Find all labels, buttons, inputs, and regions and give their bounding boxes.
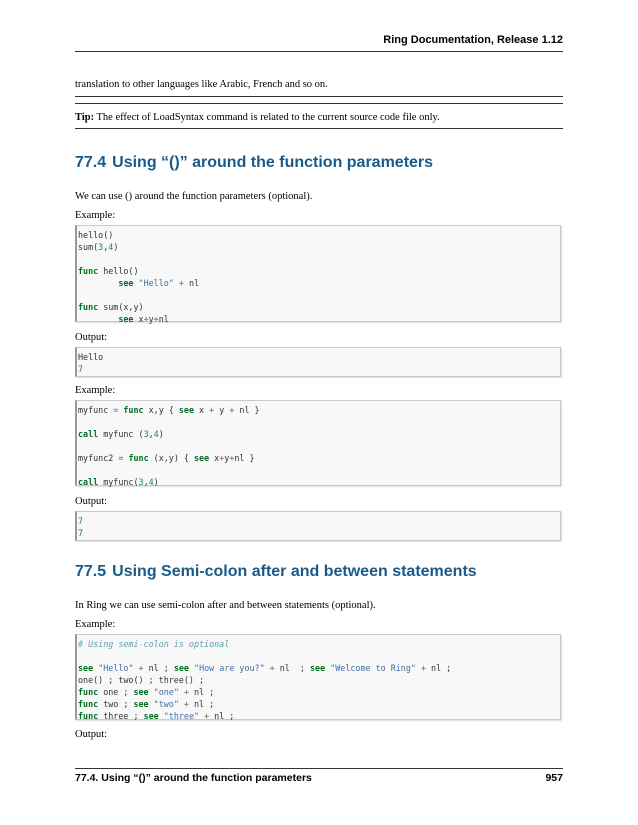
code-token: call (78, 429, 99, 439)
code-token: + (138, 663, 144, 673)
code-line (77, 674, 560, 686)
code-token: see (178, 405, 194, 415)
code-token: 4 (148, 477, 154, 487)
footer-section-ref: 77.4. Using “()” around the function parameters (75, 772, 312, 784)
code-block-example-1 (75, 225, 561, 322)
code-token: , (143, 477, 149, 487)
code-token: "one" (153, 687, 179, 697)
section-heading-77-4 (75, 154, 439, 172)
code-token: myfunc( (98, 477, 139, 487)
code-token: func (78, 687, 99, 697)
code-line (77, 241, 560, 253)
code-token: see (133, 687, 149, 697)
code-token: hello() (98, 266, 139, 276)
code-token: x (194, 405, 210, 415)
code-token: func (78, 699, 99, 709)
code-token: + (219, 453, 225, 463)
code-line (77, 301, 560, 313)
code-block-output-2 (75, 511, 561, 541)
code-line (77, 452, 560, 464)
code-token: x,y { (143, 405, 179, 415)
code-token: 3 (138, 477, 144, 487)
code-token: 7 (78, 528, 84, 538)
example-label: Example: (75, 385, 116, 396)
code-token: nl ; (209, 711, 235, 721)
code-token: nl ; (188, 687, 215, 697)
code-token: "three" (163, 711, 200, 721)
code-token: # Using semi-colon is optional (78, 639, 230, 649)
code-block-example-3 (75, 634, 561, 720)
header-rule (75, 51, 563, 52)
code-token: x (209, 453, 220, 463)
code-token: see (118, 278, 134, 288)
code-token: "How are you?" (194, 663, 265, 673)
section-paragraph: In Ring we can use semi-colon after and between statements (optional). (75, 600, 376, 611)
code-token: see (133, 699, 149, 709)
tip-top-rule-inner (75, 103, 563, 104)
page-number: 957 (545, 772, 563, 784)
code-token: see (78, 663, 94, 673)
code-line (77, 404, 560, 416)
code-token: ) (158, 429, 164, 439)
code-line (77, 515, 560, 527)
code-token: myfunc2 (78, 453, 119, 463)
code-token: see (118, 314, 134, 324)
code-token: x (133, 314, 144, 324)
code-token: Hello (78, 352, 104, 362)
code-line (77, 662, 560, 674)
code-token: nl ; (426, 663, 452, 673)
code-token: nl (183, 278, 200, 288)
code-token: 3 (98, 242, 104, 252)
code-token: + (178, 278, 184, 288)
code-token: myfunc ( (98, 429, 144, 439)
code-line (77, 229, 560, 241)
code-token: + (229, 405, 235, 415)
running-header: Ring Documentation, Release 1.12 (383, 34, 563, 46)
code-token: ) (153, 477, 159, 487)
code-token: + (183, 699, 189, 709)
code-token: two ; (98, 699, 134, 709)
tip-top-rule (75, 96, 563, 97)
code-token: nl } (234, 405, 260, 415)
code-line (77, 527, 560, 539)
document-page (75, 0, 563, 825)
tip-label: Tip: (75, 112, 95, 123)
code-token: three ; (98, 711, 144, 721)
code-line (77, 464, 560, 476)
code-token: , (148, 429, 154, 439)
code-token: see (310, 663, 326, 673)
section-paragraph: We can use () around the function parameters (optional). (75, 191, 313, 202)
tip-bottom-rule (75, 128, 563, 129)
code-block-example-2 (75, 400, 561, 486)
code-line (77, 698, 560, 710)
output-label: Output: (75, 332, 108, 343)
example-label: Example: (75, 210, 116, 221)
code-line (77, 313, 560, 325)
code-token: func (128, 453, 149, 463)
code-token: 4 (153, 429, 159, 439)
code-token: 7 (78, 364, 84, 374)
tip-text: The effect of LoadSyntax command is related to the current source code file only. (96, 112, 440, 123)
code-line (77, 710, 560, 722)
output-label: Output: (75, 729, 108, 740)
code-token (78, 314, 118, 324)
code-token: hello() (78, 230, 114, 240)
code-token: = (113, 405, 119, 415)
code-line (77, 277, 560, 289)
intro-paragraph: translation to other languages like Arabic, French and so on. (75, 79, 328, 90)
code-token: 4 (108, 242, 114, 252)
code-line (77, 416, 560, 428)
code-token: y (214, 405, 230, 415)
code-token: nl } (234, 453, 255, 463)
example-label: Example: (75, 619, 116, 630)
code-token: sum( (78, 242, 99, 252)
code-token: 3 (143, 429, 149, 439)
code-token (78, 278, 118, 288)
code-line (77, 289, 560, 301)
code-line (77, 351, 560, 363)
code-token: func (78, 266, 99, 276)
code-line (77, 440, 560, 452)
code-token: see (173, 663, 189, 673)
code-token: "two" (153, 699, 179, 709)
code-token: + (269, 663, 275, 673)
code-token: "Hello" (98, 663, 134, 673)
code-line (77, 686, 560, 698)
code-line (77, 638, 560, 650)
code-token: + (209, 405, 215, 415)
code-line (77, 650, 560, 662)
code-line (77, 265, 560, 277)
code-token: , (103, 242, 109, 252)
code-token: 7 (78, 516, 84, 526)
section-number: 77.5 (75, 563, 107, 580)
code-token: (x,y) { (148, 453, 194, 463)
code-token: sum(x,y) (98, 302, 144, 312)
code-token: y (148, 314, 154, 324)
code-token: nl ; (143, 663, 174, 673)
code-line (77, 476, 560, 488)
code-line (77, 253, 560, 265)
section-title: Using Semi-colon after and between statements (112, 563, 477, 580)
code-line (77, 428, 560, 440)
tip-box (75, 111, 440, 124)
code-token: nl ; (188, 699, 215, 709)
code-token: func (78, 302, 99, 312)
output-label: Output: (75, 496, 108, 507)
code-token: "Welcome to Ring" (330, 663, 416, 673)
code-line (77, 363, 560, 375)
code-token: call (78, 477, 99, 487)
code-token: + (183, 687, 189, 697)
code-token: func (78, 711, 99, 721)
section-title: Using “()” around the function parameters (112, 154, 434, 171)
code-token: ) (113, 242, 119, 252)
code-token: see (194, 453, 210, 463)
code-token: one() ; two() ; three() ; (78, 675, 205, 685)
code-token: myfunc (78, 405, 114, 415)
code-token: y (224, 453, 230, 463)
code-token: one ; (98, 687, 134, 697)
code-token: "Hello" (138, 278, 174, 288)
code-block-output-1 (75, 347, 561, 377)
code-token: + (143, 314, 149, 324)
code-token: = (118, 453, 124, 463)
code-token: nl ; (274, 663, 311, 673)
code-token: + (204, 711, 210, 721)
section-heading-77-5 (75, 563, 483, 581)
code-token: + (153, 314, 159, 324)
footer-rule (75, 768, 563, 769)
section-number: 77.4 (75, 154, 107, 171)
code-token: + (420, 663, 427, 673)
code-token: see (143, 711, 159, 721)
code-token: nl (158, 314, 169, 324)
code-token: func (123, 405, 144, 415)
code-token: + (229, 453, 235, 463)
